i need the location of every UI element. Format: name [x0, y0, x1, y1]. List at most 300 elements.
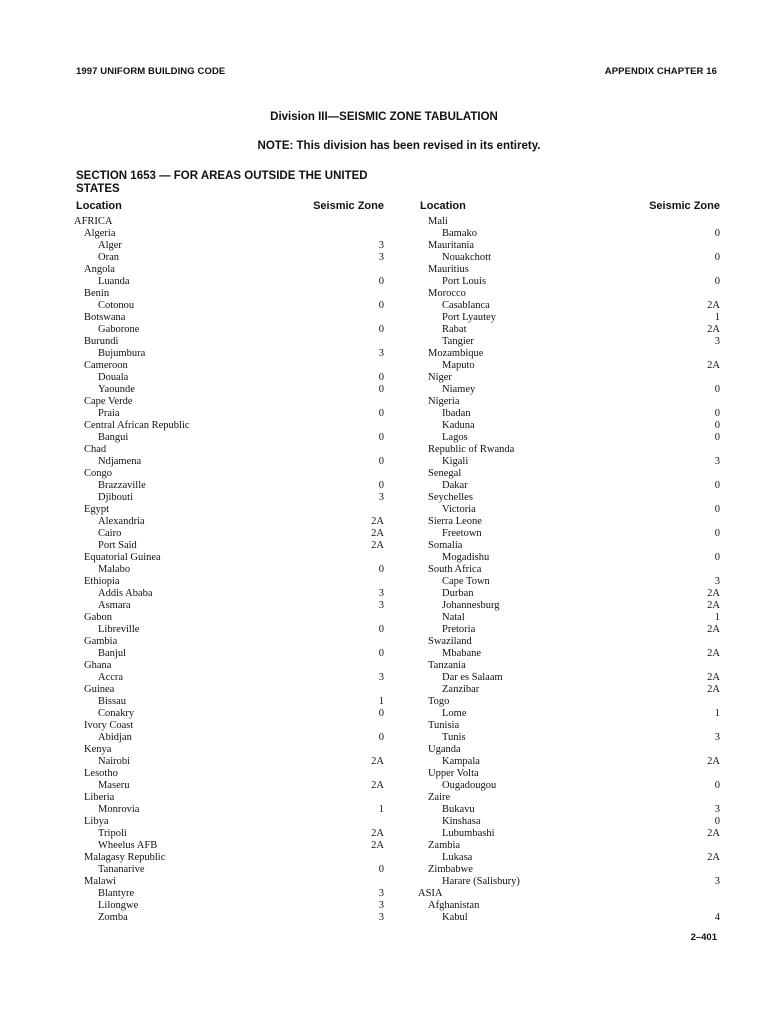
city-row: [418, 756, 720, 768]
country-row: [74, 360, 384, 372]
country-row: [74, 312, 384, 324]
city-row: [418, 228, 720, 240]
location-name: Cape Town: [442, 576, 490, 587]
country-row: [74, 720, 384, 732]
seismic-zone-value: 0: [714, 816, 720, 827]
location-name: Upper Volta: [428, 768, 479, 779]
country-row: [418, 840, 720, 852]
city-row: [74, 492, 384, 504]
seismic-zone-value: 0: [378, 276, 384, 287]
city-row: [418, 732, 720, 744]
location-name: Malabo: [98, 564, 131, 575]
location-name: Yaounde: [98, 384, 135, 395]
city-row: [74, 624, 384, 636]
location-name: Djibouti: [98, 492, 134, 503]
country-row: [74, 396, 384, 408]
city-row: [74, 708, 384, 720]
location-name: Rabat: [442, 324, 467, 335]
seismic-zone-value: 3: [378, 240, 384, 251]
seismic-zone-value: 2A: [707, 300, 720, 311]
city-row: [418, 612, 720, 624]
location-name: Chad: [84, 444, 107, 455]
seismic-zone-value: 0: [714, 252, 720, 263]
seismic-zone-value: 0: [378, 648, 384, 659]
city-row: [418, 780, 720, 792]
seismic-zone-value: 2A: [707, 324, 720, 335]
country-row: [74, 228, 384, 240]
city-row: [74, 864, 384, 876]
country-row: [74, 444, 384, 456]
location-name: Durban: [442, 588, 474, 599]
location-name: Wheelus AFB: [98, 840, 158, 851]
city-row: [418, 876, 720, 888]
location-name: Egypt: [84, 504, 110, 515]
city-row: [418, 528, 720, 540]
location-name: Gambia: [84, 636, 118, 647]
city-row: [418, 432, 720, 444]
city-row: [74, 372, 384, 384]
country-row: [418, 540, 720, 552]
location-name: Abidjan: [98, 732, 132, 743]
city-row: [74, 912, 384, 924]
seismic-zone-value: 3: [378, 900, 384, 911]
city-row: [418, 912, 720, 924]
location-name: Zomba: [98, 912, 128, 923]
city-row: [418, 708, 720, 720]
city-row: [418, 852, 720, 864]
seismic-zone-value: 2A: [371, 540, 384, 551]
location-name: Mozambique: [428, 348, 484, 359]
seismic-zone-value: 2A: [707, 360, 720, 371]
location-name: Dakar: [442, 480, 468, 491]
column-header: [418, 200, 720, 216]
location-name: Malawi: [84, 876, 117, 887]
country-row: [74, 744, 384, 756]
seismic-zone-value: 1: [714, 708, 720, 719]
country-row: [74, 792, 384, 804]
city-row: [74, 840, 384, 852]
location-name: Nigeria: [428, 396, 460, 407]
country-row: [74, 684, 384, 696]
location-name: Accra: [98, 672, 124, 683]
location-name: Zanzibar: [442, 684, 480, 695]
location-name: Natal: [442, 612, 465, 623]
seismic-zone-value: 2A: [707, 648, 720, 659]
location-name: Gabon: [84, 612, 112, 623]
city-row: [418, 408, 720, 420]
city-row: [418, 360, 720, 372]
location-name: Kinshasa: [442, 816, 481, 827]
seismic-zone-value: 3: [378, 912, 384, 923]
location-name: Conakry: [98, 708, 135, 719]
location-name: Zaire: [428, 792, 451, 803]
location-heading: Location: [76, 200, 122, 212]
location-name: Cape Verde: [84, 396, 133, 407]
division-title: Division III—SEISMIC ZONE TABULATION: [270, 111, 498, 123]
location-name: Tananarive: [98, 864, 145, 875]
seismic-zone-value: 0: [714, 432, 720, 443]
location-name: Niger: [428, 372, 452, 383]
city-row: [418, 588, 720, 600]
city-row: [418, 576, 720, 588]
country-row: [418, 468, 720, 480]
seismic-zone-value: 3: [378, 252, 384, 263]
location-name: Blantyre: [98, 888, 135, 899]
location-name: Zimbabwe: [428, 864, 473, 875]
city-row: [418, 324, 720, 336]
city-row: [74, 252, 384, 264]
seismic-zone-value: 1: [378, 696, 384, 707]
location-name: Mauritania: [428, 240, 475, 251]
location-name: Bangui: [98, 432, 129, 443]
right-column: [418, 200, 720, 924]
seismic-zone-value: 1: [714, 612, 720, 623]
location-name: Ethiopia: [84, 576, 120, 587]
city-row: [418, 816, 720, 828]
city-row: [74, 600, 384, 612]
location-name: Mali: [428, 216, 448, 227]
location-name: Liberia: [84, 792, 115, 803]
location-name: Pretoria: [442, 624, 476, 635]
country-row: [74, 288, 384, 300]
seismic-zone-value: 0: [378, 564, 384, 575]
location-name: Bamako: [442, 228, 477, 239]
location-name: Alexandria: [98, 516, 145, 527]
location-name: Zambia: [428, 840, 461, 851]
country-row: [418, 660, 720, 672]
city-row: [418, 504, 720, 516]
city-row: [418, 804, 720, 816]
city-row: [418, 624, 720, 636]
location-name: Oran: [98, 252, 119, 263]
right-location-list: [418, 216, 720, 924]
country-row: [74, 264, 384, 276]
country-row: [418, 516, 720, 528]
country-row: [418, 264, 720, 276]
location-name: Harare (Salisbury): [442, 876, 520, 887]
location-name: Niamey: [442, 384, 476, 395]
location-name: Asmara: [98, 600, 131, 611]
location-name: Lesotho: [84, 768, 118, 779]
location-name: Guinea: [84, 684, 115, 695]
seismic-zone-heading: Seismic Zone: [313, 200, 384, 212]
seismic-zone-value: 2A: [707, 672, 720, 683]
city-row: [74, 696, 384, 708]
revision-note: NOTE: This division has been revised in its entirety.: [257, 140, 541, 152]
country-row: [418, 864, 720, 876]
location-name: Victoria: [442, 504, 476, 515]
country-row: [74, 636, 384, 648]
seismic-zone-value: 0: [378, 384, 384, 395]
location-name: Swaziland: [428, 636, 472, 647]
seismic-zone-value: 3: [378, 672, 384, 683]
city-row: [74, 540, 384, 552]
seismic-zone-value: 0: [378, 324, 384, 335]
country-row: [74, 336, 384, 348]
location-name: Bukavu: [442, 804, 475, 815]
location-name: AFRICA: [74, 216, 113, 227]
left-column: [74, 200, 384, 924]
location-name: Tangier: [442, 336, 474, 347]
city-row: [418, 672, 720, 684]
seismic-zone-value: 3: [714, 336, 720, 347]
city-row: [74, 888, 384, 900]
seismic-zone-value: 0: [378, 300, 384, 311]
country-row: [74, 576, 384, 588]
country-row: [74, 420, 384, 432]
location-name: Sierra Leone: [428, 516, 482, 527]
location-name: Libya: [84, 816, 109, 827]
city-row: [74, 240, 384, 252]
running-header-left: 1997 UNIFORM BUILDING CODE: [76, 66, 226, 77]
location-name: Nouakchott: [442, 252, 491, 263]
seismic-zone-value: 2A: [707, 828, 720, 839]
location-name: Johannesburg: [442, 600, 500, 611]
city-row: [418, 252, 720, 264]
country-row: [418, 372, 720, 384]
location-name: Ibadan: [442, 408, 471, 419]
location-name: Port Louis: [442, 276, 487, 287]
seismic-zone-value: 2A: [371, 780, 384, 791]
seismic-zone-value: 2A: [707, 684, 720, 695]
location-name: Mauritius: [428, 264, 469, 275]
country-row: [418, 744, 720, 756]
location-name: Nairobi: [98, 756, 131, 767]
location-name: Burundi: [84, 336, 119, 347]
location-name: Tripoli: [98, 828, 127, 839]
location-name: Benin: [84, 288, 110, 299]
location-name: Alger: [98, 240, 122, 251]
seismic-zone-value: 2A: [371, 840, 384, 851]
country-row: [418, 396, 720, 408]
city-row: [74, 324, 384, 336]
location-name: Lilongwe: [98, 900, 139, 911]
country-row: [418, 216, 720, 228]
city-row: [74, 780, 384, 792]
location-name: Bissau: [98, 696, 127, 707]
location-name: Douala: [98, 372, 129, 383]
seismic-zone-value: 0: [714, 780, 720, 791]
seismic-zone-value: 2A: [707, 600, 720, 611]
seismic-zone-value: 0: [378, 432, 384, 443]
location-name: Luanda: [98, 276, 130, 287]
seismic-zone-value: 2A: [371, 528, 384, 539]
seismic-zone-value: 0: [714, 528, 720, 539]
location-name: Malagasy Republic: [84, 852, 166, 863]
location-name: Lukasa: [442, 852, 473, 863]
country-row: [418, 564, 720, 576]
seismic-zone-value: 3: [714, 876, 720, 887]
location-name: Casablanca: [442, 300, 490, 311]
seismic-zone-value: 3: [378, 348, 384, 359]
country-row: [74, 468, 384, 480]
city-row: [74, 672, 384, 684]
country-row: [418, 696, 720, 708]
location-name: Port Lyautey: [442, 312, 496, 323]
city-row: [74, 408, 384, 420]
location-name: Republic of Rwanda: [428, 444, 515, 455]
seismic-zone-value: 2A: [707, 852, 720, 863]
location-name: Uganda: [428, 744, 461, 755]
location-name: Lome: [442, 708, 467, 719]
seismic-zone-value: 0: [714, 504, 720, 515]
seismic-zone-value: 0: [714, 552, 720, 563]
country-row: [418, 444, 720, 456]
country-row: [418, 240, 720, 252]
city-row: [418, 828, 720, 840]
location-name: Monrovia: [98, 804, 140, 815]
city-row: [74, 804, 384, 816]
city-row: [74, 432, 384, 444]
seismic-zone-value: 2A: [707, 588, 720, 599]
city-row: [418, 300, 720, 312]
seismic-zone-value: 2A: [371, 516, 384, 527]
location-name: Kabul: [442, 912, 468, 923]
location-name: Tunisia: [428, 720, 460, 731]
city-row: [418, 480, 720, 492]
city-row: [74, 300, 384, 312]
seismic-zone-value: 1: [378, 804, 384, 815]
seismic-zone-value: 0: [714, 408, 720, 419]
city-row: [74, 900, 384, 912]
country-row: [418, 492, 720, 504]
seismic-zone-value: 0: [378, 864, 384, 875]
location-name: Lagos: [442, 432, 468, 443]
city-row: [418, 312, 720, 324]
seismic-zone-value: 3: [714, 732, 720, 743]
country-row: [418, 636, 720, 648]
city-row: [418, 336, 720, 348]
left-location-list: [74, 216, 384, 924]
seismic-zone-value: 4: [714, 912, 720, 923]
location-name: Angola: [84, 264, 115, 275]
location-name: Cairo: [98, 528, 122, 539]
section-title: SECTION 1653 — FOR AREAS OUTSIDE THE UNITED STATES: [76, 170, 368, 195]
country-row: [74, 552, 384, 564]
location-name: Tanzania: [428, 660, 466, 671]
location-name: Brazzaville: [98, 480, 146, 491]
location-name: ASIA: [418, 888, 443, 899]
seismic-zone-value: 3: [378, 492, 384, 503]
seismic-zone-value: 3: [378, 588, 384, 599]
location-name: Senegal: [428, 468, 462, 479]
city-row: [74, 828, 384, 840]
location-name: Central African Republic: [84, 420, 190, 431]
country-row: [418, 720, 720, 732]
running-header-right: APPENDIX CHAPTER 16: [604, 66, 717, 77]
location-name: Morocco: [428, 288, 466, 299]
country-row: [74, 504, 384, 516]
location-name: Banjul: [98, 648, 126, 659]
location-heading: Location: [420, 200, 466, 212]
seismic-zone-value: 3: [378, 600, 384, 611]
city-row: [418, 600, 720, 612]
seismic-zone-value: 2A: [371, 756, 384, 767]
location-name: Freetown: [442, 528, 482, 539]
location-name: Ghana: [84, 660, 112, 671]
location-name: Congo: [84, 468, 113, 479]
location-name: South Africa: [428, 564, 482, 575]
location-name: Togo: [428, 696, 450, 707]
seismic-zone-value: 3: [714, 456, 720, 467]
location-name: Ougadougou: [442, 780, 497, 791]
location-name: Tunis: [442, 732, 466, 743]
seismic-zone-value: 0: [714, 420, 720, 431]
seismic-zone-value: 3: [714, 804, 720, 815]
country-row: [74, 816, 384, 828]
city-row: [418, 420, 720, 432]
location-name: Kaduna: [442, 420, 475, 431]
city-row: [74, 648, 384, 660]
country-row: [74, 876, 384, 888]
location-name: Mogadishu: [442, 552, 490, 563]
city-row: [74, 756, 384, 768]
seismic-zone-value: 3: [378, 888, 384, 899]
region-row: [418, 888, 720, 900]
city-row: [74, 732, 384, 744]
location-name: Algeria: [84, 228, 116, 239]
location-name: Port Said: [98, 540, 137, 551]
location-name: Equatorial Guinea: [84, 552, 161, 563]
location-name: Ivory Coast: [84, 720, 134, 731]
location-name: Addis Ababa: [98, 588, 153, 599]
location-name: Seychelles: [428, 492, 473, 503]
seismic-zone-value: 0: [378, 732, 384, 743]
seismic-zone-value: 0: [378, 372, 384, 383]
location-name: Dar es Salaam: [442, 672, 503, 683]
seismic-zone-value: 3: [714, 576, 720, 587]
location-name: Maputo: [442, 360, 475, 371]
location-name: Botswana: [84, 312, 126, 323]
city-row: [74, 276, 384, 288]
seismic-zone-value: 0: [378, 708, 384, 719]
country-row: [74, 852, 384, 864]
city-row: [418, 648, 720, 660]
seismic-zone-value: 0: [378, 480, 384, 491]
seismic-zone-value: 1: [714, 312, 720, 323]
seismic-zone-heading: Seismic Zone: [649, 200, 720, 212]
location-name: Cotonou: [98, 300, 135, 311]
city-row: [74, 456, 384, 468]
location-name: Afghanistan: [428, 900, 480, 911]
city-row: [74, 564, 384, 576]
seismic-zone-value: 0: [378, 408, 384, 419]
country-row: [418, 288, 720, 300]
location-name: Libreville: [98, 624, 140, 635]
location-name: Kigali: [442, 456, 469, 467]
city-row: [418, 276, 720, 288]
country-row: [418, 792, 720, 804]
city-row: [74, 348, 384, 360]
country-row: [74, 612, 384, 624]
seismic-zone-value: 2A: [707, 756, 720, 767]
page-number: 2–401: [690, 932, 717, 943]
location-name: Kenya: [84, 744, 112, 755]
column-header: [74, 200, 384, 216]
location-name: Ndjamena: [98, 456, 142, 467]
city-row: [74, 516, 384, 528]
city-row: [74, 588, 384, 600]
country-row: [418, 900, 720, 912]
seismic-zone-value: 0: [378, 456, 384, 467]
location-name: Mbabane: [442, 648, 482, 659]
country-row: [418, 348, 720, 360]
location-name: Kampala: [442, 756, 480, 767]
country-row: [74, 660, 384, 672]
location-name: Maseru: [98, 780, 130, 791]
seismic-zone-value: 0: [714, 384, 720, 395]
city-row: [418, 552, 720, 564]
